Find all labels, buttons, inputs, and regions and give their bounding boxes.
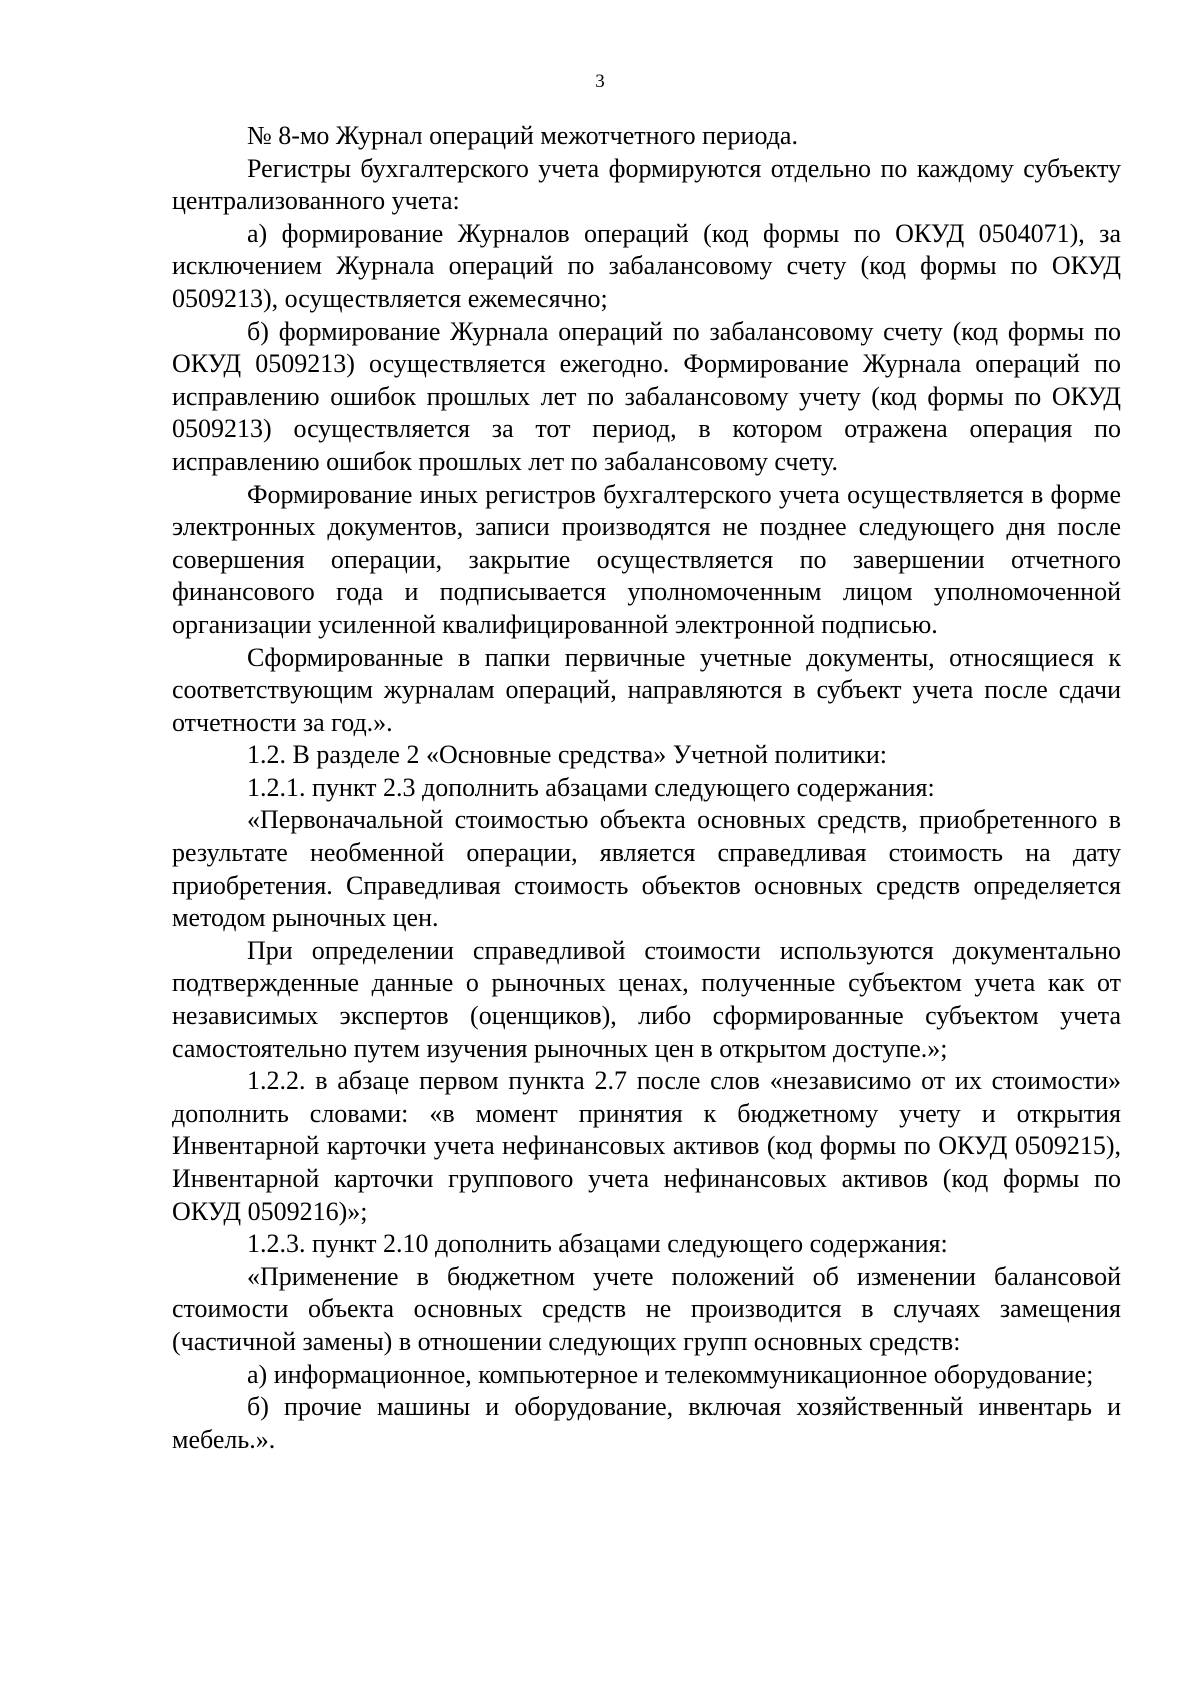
paragraph-initial-cost: «Первоначальной стоимостью объекта основных средств, приобретенного в результате необменной операции, является справедливая стоимость на дату приобретения. Справедливая стоимость объектов основных средств определяется методом рыночных цен. (172, 805, 1121, 933)
document-body (172, 120, 1121, 1456)
paragraph-section-1-2-2: 1.2.2. в абзаце первом пункта 2.7 после слов «независимо от их стоимости» дополнить словами: «в момент принятия к бюджетному учету и открытия Инвентарной карточки учета нефинансовых активов (код формы по ОКУД 0509215), Инвентарной карточки группового учета нефинансовых активов (код формы по ОКУД 0509216)»; (172, 1066, 1121, 1226)
paragraph-journal-item-8: № 8-мо Журнал операций межотчетного периода. (247, 121, 798, 150)
paragraph-fair-value: При определении справедливой стоимости используются документально подтвержденные данные о рыночных ценах, полученные субъектом учета как от независимых экспертов (оценщиков), либо сформированные субъектом учета самостоятельно путем изучения рыночных цен в открытом доступе.»; (172, 935, 1121, 1063)
paragraph-primary-documents: Сформированные в папки первичные учетные документы, относящиеся к соответствующим журналам операций, направляются в субъект учета после сдачи отчетности за год.». (172, 642, 1121, 737)
paragraph-registers-intro: Регистры бухгалтерского учета формируются отдельно по каждому субъекту централизованного учета: (172, 153, 1121, 216)
paragraph-item-a-monthly: а) формирование Журналов операций (код формы по ОКУД 0504071), за исключением Журнала операций по забалансовому счету (код формы по ОКУД 0509213), осуществляется ежемесячно; (172, 218, 1121, 313)
paragraph-balance-value: «Применение в бюджетном учете положений об изменении балансовой стоимости объекта основных средств не производится в случаях замещения (частичной замены) в отношении следующих групп основных средств: (172, 1261, 1121, 1356)
paragraph-group-a-equipment: а) информационное, компьютерное и телекоммуникационное оборудование; (247, 1359, 1094, 1389)
paragraph-group-b-machines: б) прочие машины и оборудование, включая хозяйственный инвентарь и мебель.». (172, 1392, 1121, 1454)
paragraph-section-1-2-1: 1.2.1. пункт 2.3 дополнить абзацами следующего содержания: (247, 772, 935, 802)
paragraph-section-1-2-3: 1.2.3. пункт 2.10 дополнить абзацами следующего содержания: (247, 1229, 948, 1259)
paragraph-item-b-yearly: б) формирование Журнала операций по забалансовому счету (код формы по ОКУД 0509213) осуществляется ежегодно. Формирование Журнала операций по исправлению ошибок прошлых лет по забалансовому учету (код формы по ОКУД 0509213) осуществляется за тот период, в котором отражена операция по исправлению ошибок прошлых лет по забалансовому счету. (172, 316, 1121, 476)
paragraph-section-1-2: 1.2. В разделе 2 «Основные средства» Учетной политики: (247, 740, 887, 770)
paragraph-other-registers: Формирование иных регистров бухгалтерского учета осуществляется в форме электронных документов, записи производятся не позднее следующего дня после совершения операции, закрытие осуществляется по завершении отчетного финансового года и подписывается уполномоченным лицом уполномоченной организации усиленной квалифицированной электронной подписью. (172, 479, 1121, 639)
page-number: 3 (595, 71, 605, 92)
